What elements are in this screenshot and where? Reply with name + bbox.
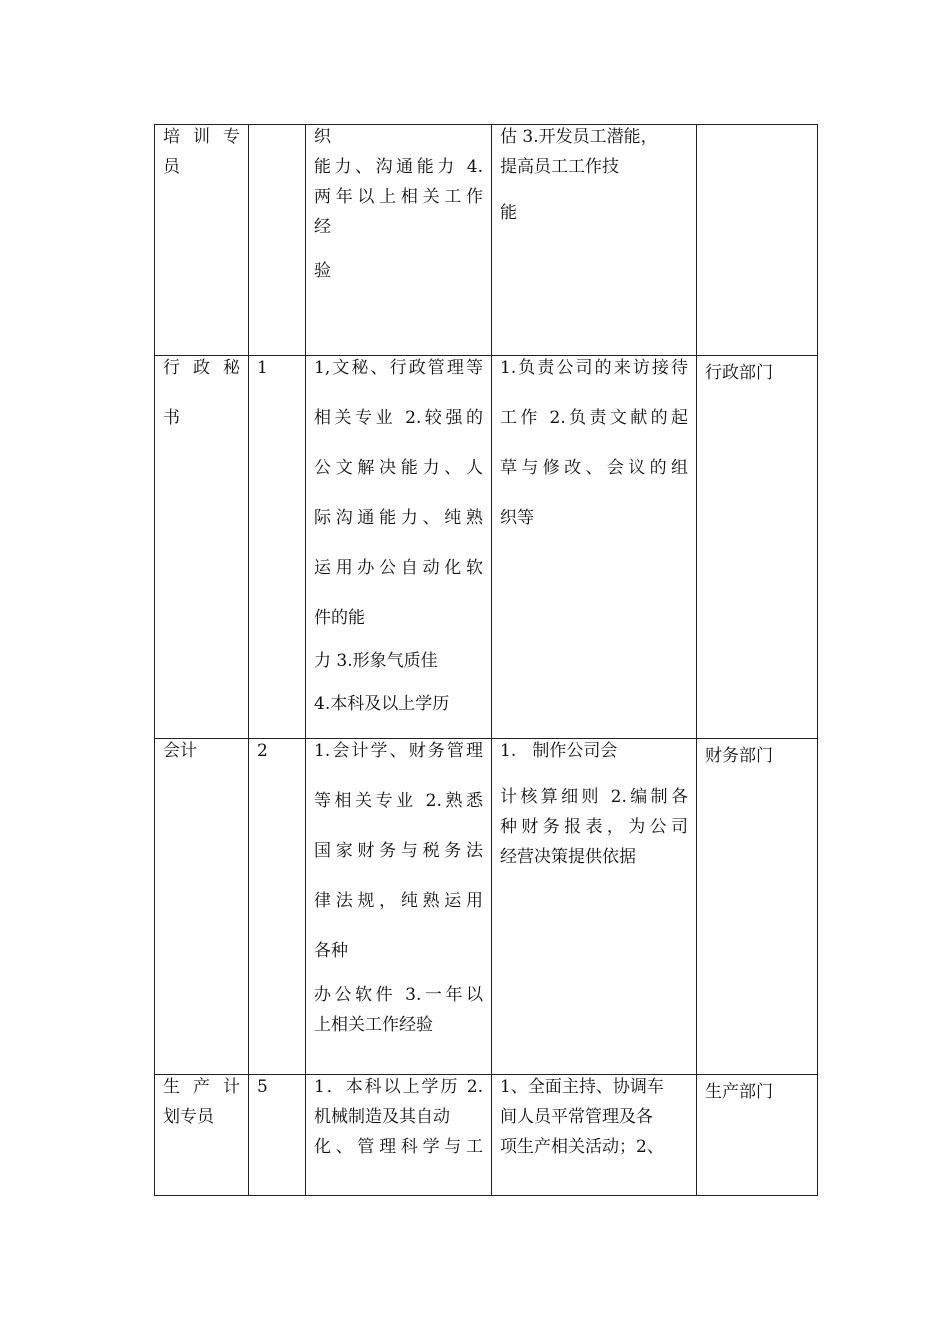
- cell-line: 国家财务与税务法: [314, 841, 483, 861]
- cell-line: 力 3.形象气质佳: [314, 651, 438, 671]
- table-row: [155, 356, 818, 739]
- cell-line: 1.会计学、财务管理: [314, 741, 483, 761]
- cell-line: 4.本科及以上学历: [314, 694, 450, 714]
- department-cell: [697, 125, 818, 356]
- cell-line: 草与修改、会议的组: [500, 458, 688, 478]
- position-cell: [155, 739, 249, 1075]
- job-requirements-table: [154, 124, 818, 1196]
- cell-line: 件的能: [314, 608, 365, 628]
- cell-line: 1.负责公司的来访接待: [500, 358, 688, 378]
- cell-line: 律法规，纯熟运用: [314, 891, 483, 911]
- cell-line: 生 产 计: [163, 1077, 240, 1097]
- cell-line: 1、全面主持、协调车: [500, 1077, 664, 1097]
- count-cell: [249, 125, 306, 356]
- table-row: [155, 1075, 818, 1196]
- cell-line: 办公软件 3.一年以: [314, 985, 483, 1005]
- cell-line: 行 政 秘: [163, 358, 240, 378]
- cell-line: 提高员工工作技: [500, 157, 619, 177]
- duties-cell: [492, 1075, 697, 1196]
- duties-cell: [492, 356, 697, 739]
- count-cell: 2: [249, 739, 306, 1075]
- cell-line: 种财务报表，为公司: [500, 817, 688, 837]
- cell-line: 两年以上相关工作: [314, 187, 483, 207]
- cell-line: 相关专业 2.较强的: [314, 408, 483, 428]
- cell-line: 书: [163, 408, 180, 428]
- department-cell: 行政部门: [697, 356, 818, 739]
- cell-line: 化、管理科学与工: [314, 1137, 483, 1157]
- position-cell: [155, 125, 249, 356]
- cell-line: 织: [314, 127, 331, 147]
- cell-line: 项生产相关活动；2、: [500, 1137, 664, 1157]
- requirements-cell: [306, 739, 492, 1075]
- cell-line: 各种: [314, 941, 348, 961]
- duties-cell: [492, 739, 697, 1075]
- position-cell: [155, 356, 249, 739]
- table-row: [155, 125, 818, 356]
- position-cell: [155, 1075, 249, 1196]
- count-cell: 5: [249, 1075, 306, 1196]
- cell-line: 计核算细则 2.编制各: [500, 787, 688, 807]
- cell-line: 划专员: [163, 1107, 214, 1127]
- cell-line: 运用办公自动化软: [314, 558, 483, 578]
- duties-cell: [492, 125, 697, 356]
- cell-line: 1,文秘、行政管理等: [314, 358, 483, 378]
- cell-line: 能: [500, 203, 517, 223]
- cell-line: 机械制造及其自动: [314, 1107, 450, 1127]
- requirements-cell: [306, 1075, 492, 1196]
- cell-line: 估 3.开发员工潜能，: [500, 127, 658, 147]
- cell-line: 上相关工作经验: [314, 1015, 433, 1035]
- requirements-cell: [306, 356, 492, 739]
- count-cell: 1: [249, 356, 306, 739]
- cell-line: 经营决策提供依据: [500, 847, 636, 867]
- cell-line: 工作 2.负责文献的起: [500, 408, 688, 428]
- department-cell: 财务部门: [697, 739, 818, 1075]
- cell-line: 经: [314, 217, 331, 237]
- cell-line: 公文解决能力、人: [314, 458, 483, 478]
- cell-line: 员: [163, 157, 180, 177]
- cell-line: 培 训 专: [163, 127, 240, 147]
- cell-line: 间人员平常管理及各: [500, 1107, 653, 1127]
- department-cell: 生产部门: [697, 1075, 818, 1196]
- requirements-cell: [306, 125, 492, 356]
- cell-line: 际沟通能力、纯熟: [314, 508, 483, 528]
- cell-line: 等相关专业 2.熟悉: [314, 791, 483, 811]
- cell-line: 能力、沟通能力 4.: [314, 157, 483, 177]
- table-row: [155, 739, 818, 1075]
- cell-line: 1. 制作公司会: [500, 741, 618, 761]
- cell-line: 织等: [500, 508, 534, 528]
- cell-line: 1．本科以上学历 2.: [314, 1077, 483, 1097]
- cell-line: 验: [314, 261, 331, 281]
- cell-line: 会计: [163, 741, 197, 761]
